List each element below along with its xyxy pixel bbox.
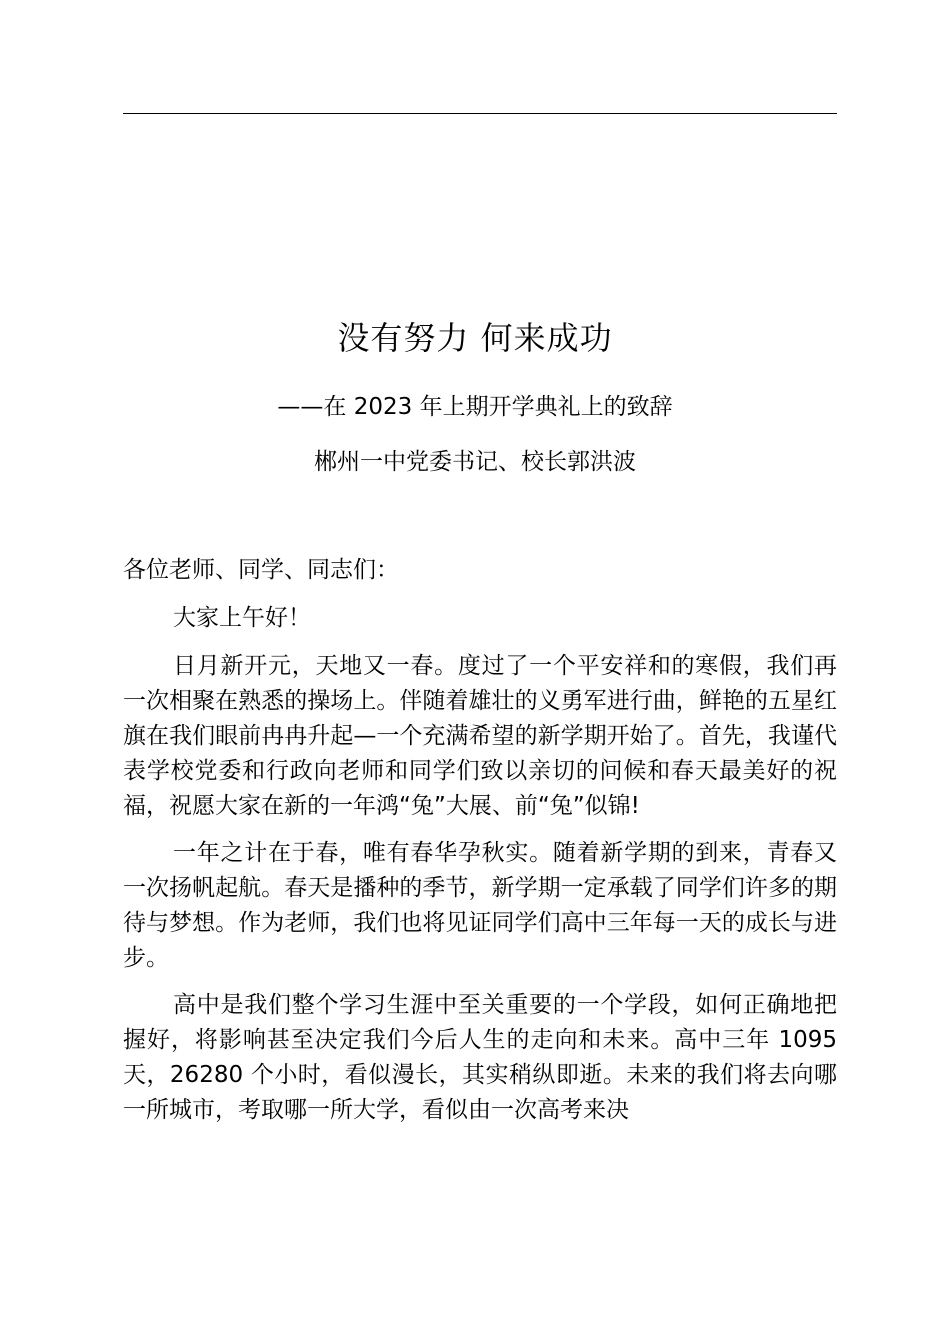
header-rule xyxy=(123,113,837,114)
salutation: 各位老师、同学、同志们： xyxy=(123,557,399,583)
paragraph: 日月新开元，天地又一春。度过了一个平安祥和的寒假，我们再一次相聚在熟悉的操场上。伴随着雄壮的义勇军进行曲，鲜艳的五星红旗在我们眼前冉冉升起—一个充满希望的新学期开始了。首先，我谨代表学校党委和行政向老师和同学们致以亲切的问候和春天最美好的祝福，祝愿大家在新的一年鸿“兔”大展、前“兔”似锦! xyxy=(123,653,837,819)
paragraph: 高中是我们整个学习生涯中至关重要的一个学段，如何正确地把握好，将影响甚至决定我们今后人生的走向和未来。高中三年 1095 天，26280 个小时，看似漫长，其实稍纵即逝。未来的我们将去向哪一所城市，考取哪一所大学，看似由一次高考来决 xyxy=(123,992,837,1123)
speech-author: 郴州一中党委书记、校长郭洪波 xyxy=(314,449,636,475)
speech-subtitle: ——在 2023 年上期开学典礼上的致辞 xyxy=(277,394,673,420)
speech-body xyxy=(123,553,837,1140)
paragraph: 一年之计在于春，唯有春华孕秋实。随着新学期的到来，青春又一次扬帆起航。春天是播种的季节，新学期一定承载了同学们许多的期待与梦想。作为老师，我们也将见证同学们高中三年每一天的成长与进步。 xyxy=(123,840,837,971)
greeting: 大家上午好！ xyxy=(173,605,311,631)
speech-title: 没有努力 何来成功 xyxy=(337,319,613,357)
